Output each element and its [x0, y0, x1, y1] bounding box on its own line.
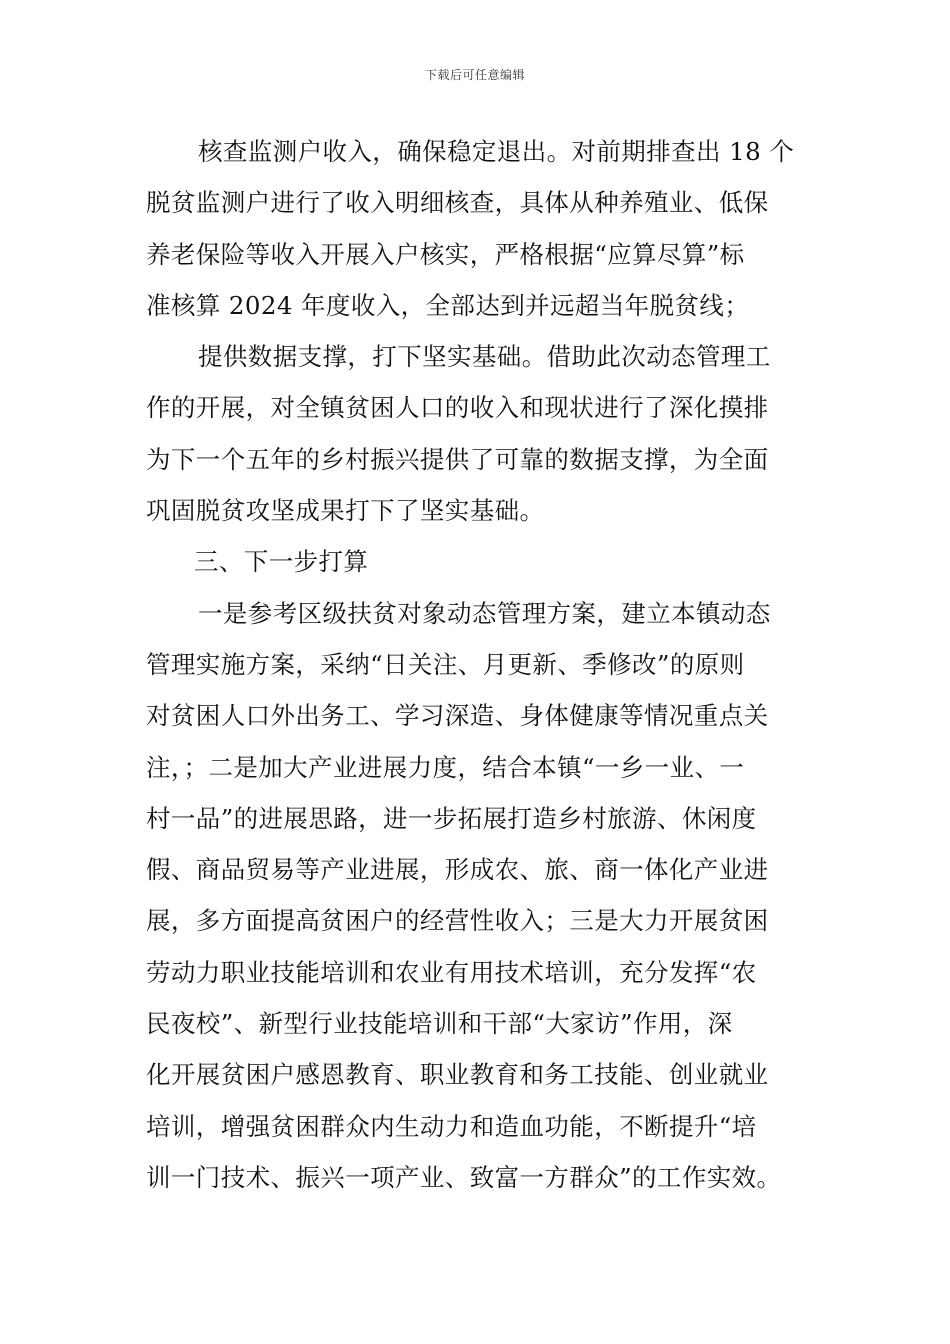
text-line: 脱贫监测户进行了收入明细核查，具体从种养殖业、低保: [146, 188, 769, 218]
text-line: 注，；二是加大产业进展力度，结合本镇“一乡一业、一: [146, 752, 745, 782]
text-line: 展，多方面提高贫困户的经营性收入；三是大力开展贫困: [146, 906, 769, 936]
text-line: 作的开展，对全镇贫困人口的收入和现状进行了深化摸排: [146, 393, 769, 423]
text-line: 提供数据支撑，打下坚实基础。借助此次动态管理工: [198, 342, 771, 372]
text-line: 假、商品贸易等产业进展，形成农、旅、商一体化产业进: [146, 855, 769, 885]
text-line: 为下一个五年的乡村振兴提供了可靠的数据支撑，为全面: [146, 444, 769, 474]
text-line: 管理实施方案，采纳“日关注、月更新、季修改”的原则: [146, 649, 745, 679]
text-line: 训一门技术、振兴一项产业、致富一方群众”的工作实效。: [146, 1162, 782, 1192]
text-line: 培训，增强贫困群众内生动力和造血功能，不断提升“培: [146, 1111, 757, 1141]
text-line: 巩固脱贫攻坚成果打下了坚实基础。: [146, 496, 545, 526]
body-text: [146, 126, 808, 1203]
text-line: 化开展贫困户感恩教育、职业教育和务工技能、创业就业: [146, 1060, 769, 1090]
text-line: 劳动力职业技能培训和农业有用技术培训，充分发挥“农: [146, 957, 757, 987]
text-line: 对贫困人口外出务工、学习深造、身体健康等情况重点关: [146, 701, 769, 731]
text-line: 民夜校”、新型行业技能培训和干部“大家访”作用，深: [146, 1009, 733, 1039]
text-line: 村一品”的进展思路，进一步拓展打造乡村旅游、休闲度: [146, 803, 757, 833]
text-line: 一是参考区级扶贫对象动态管理方案，建立本镇动态: [198, 598, 771, 628]
text-line: 核查监测户收入，确保稳定退出。对前期排查出 18 个: [198, 137, 795, 166]
text-line: 准核算 2024 年度收入，全部达到并远超当年脱贫线；: [146, 290, 750, 320]
text-line: 养老保险等收入开展入户核实，严格根据“应算尽算”标: [146, 239, 745, 269]
section-heading: 三、下一步打算: [194, 547, 369, 577]
header-note: 下载后可任意编辑: [424, 68, 525, 82]
